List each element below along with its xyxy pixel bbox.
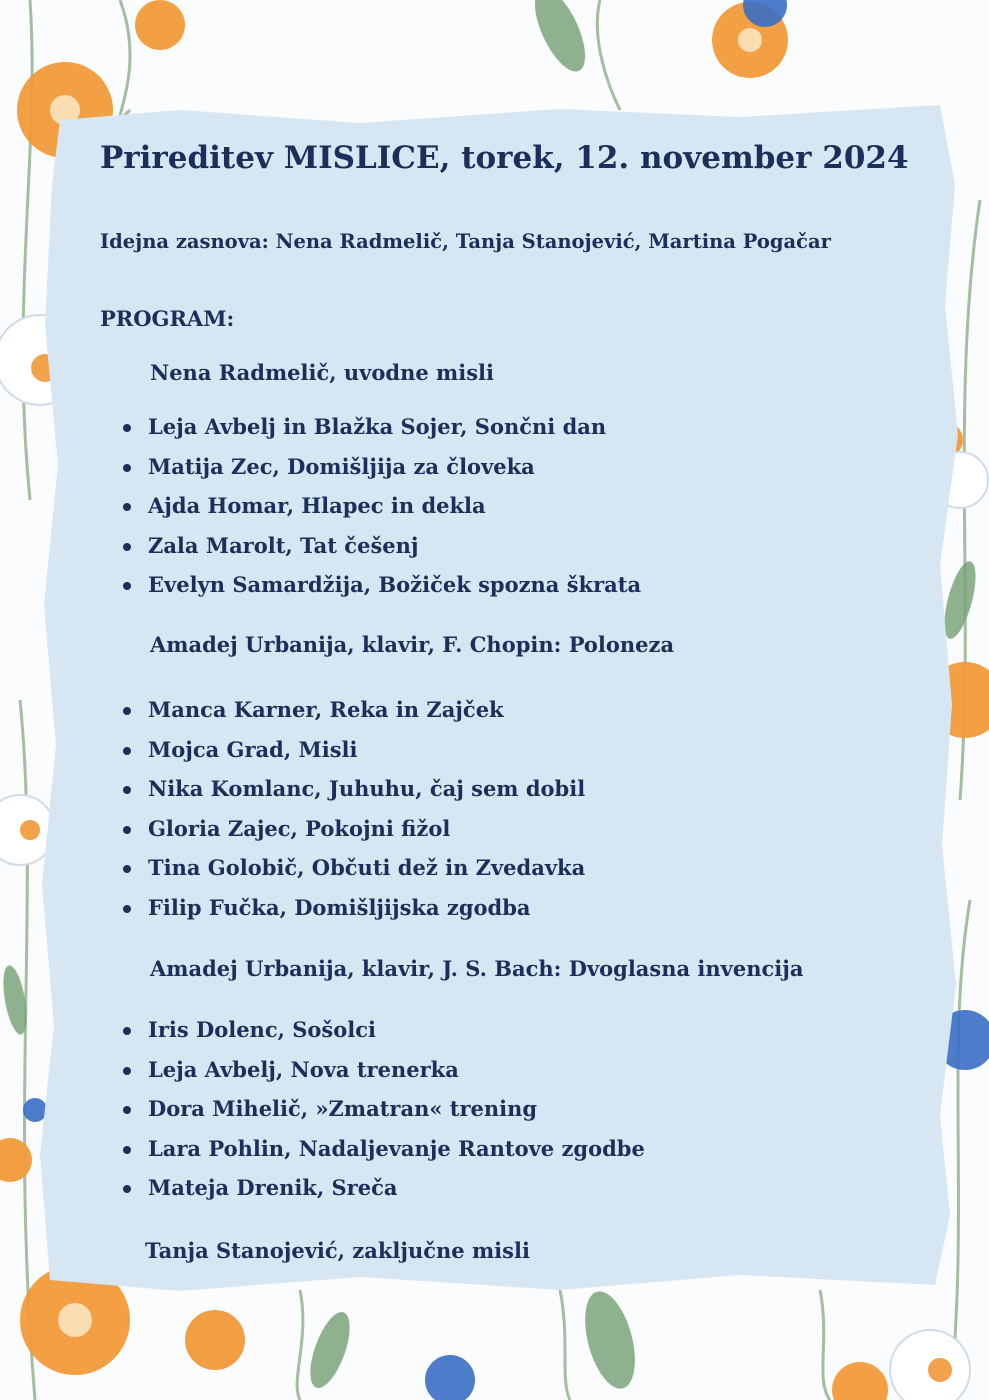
list-item: Mateja Drenik, Sreča xyxy=(120,1173,645,1213)
list-item: Manca Karner, Reka in Zajček xyxy=(120,695,585,735)
list-item: Nika Komlanc, Juhuhu, čaj sem dobil xyxy=(120,774,585,814)
list-item: Iris Dolenc, Sošolci xyxy=(120,1015,645,1055)
list-item: Matija Zec, Domišljija za človeka xyxy=(120,452,641,492)
list-item: Leja Avbelj in Blažka Sojer, Sončni dan xyxy=(120,412,641,452)
list-item: Ajda Homar, Hlapec in dekla xyxy=(120,491,641,531)
interlude-line-2: Amadej Urbanija, klavir, J. S. Bach: Dvoglasna invencija xyxy=(150,956,804,981)
performer-list-1 xyxy=(120,412,641,610)
performer-list-2 xyxy=(120,695,585,932)
list-item: Dora Mihelič, »Zmatran« trening xyxy=(120,1094,645,1134)
list-item: Mojca Grad, Misli xyxy=(120,735,585,775)
list-item: Evelyn Samardžija, Božiček spozna škrata xyxy=(120,570,641,610)
program-heading: PROGRAM: xyxy=(100,306,235,331)
list-item: Gloria Zajec, Pokojni fižol xyxy=(120,814,585,854)
list-item: Tina Golobič, Občuti dež in Zvedavka xyxy=(120,853,585,893)
closing-line: Tanja Stanojević, zaključne misli xyxy=(145,1238,530,1263)
list-item: Lara Pohlin, Nadaljevanje Rantove zgodbe xyxy=(120,1134,645,1174)
list-item: Filip Fučka, Domišljijska zgodba xyxy=(120,893,585,933)
performer-list-3 xyxy=(120,1015,645,1213)
intro-line: Nena Radmelič, uvodne misli xyxy=(150,360,494,385)
interlude-line-1: Amadej Urbanija, klavir, F. Chopin: Poloneza xyxy=(150,632,675,657)
ideas-credit: Idejna zasnova: Nena Radmelič, Tanja Stanojević, Martina Pogačar xyxy=(100,230,831,253)
list-item: Leja Avbelj, Nova trenerka xyxy=(120,1055,645,1095)
list-item: Zala Marolt, Tat češenj xyxy=(120,531,641,571)
page-title: Prireditev MISLICE, torek, 12. november 2024 xyxy=(100,140,909,176)
